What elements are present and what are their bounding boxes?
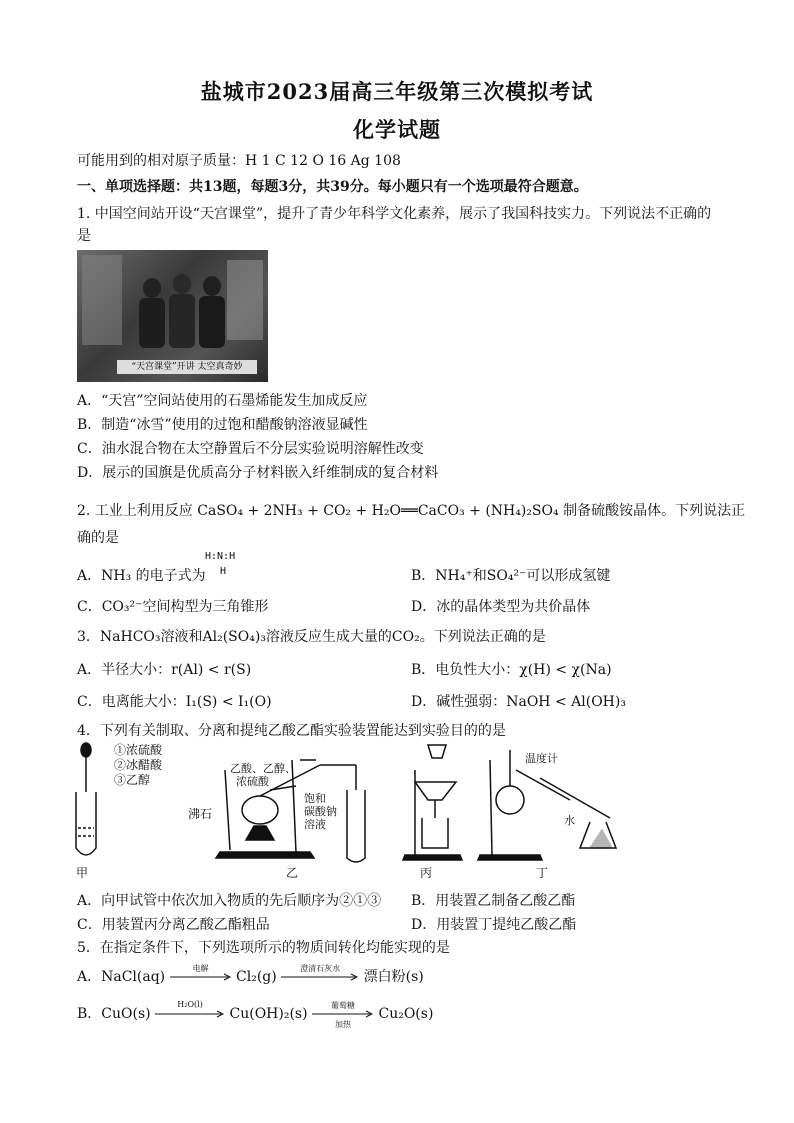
q1-stem-cont: 是 [77,228,91,244]
ding-label-1: 温度计 [525,752,558,765]
atomic-masses: 可能用到的相对原子质量：H 1 C 12 O 16 Ag 108 [77,153,401,169]
q5a-arrow-1-label: 电解 [192,964,209,973]
q5a-product: 漂白粉(s) [363,969,424,985]
q3-stem: 3．NaHCO₃溶液和Al₂(SO₄)₃溶液反应生成大量的CO₂。下列说法正确的是 [77,629,546,645]
q2-option-b: B．NH₄⁺和SO₄²⁻可以形成氢键 [411,568,611,584]
section-heading: 一、单项选择题：共13题，每题3分，共39分。每小题只有一个选项最符合题意。 [77,179,588,195]
jia-item-2: ②冰醋酸 [114,758,163,772]
q5b-arrow-1-label: H₂O(l) [177,1000,203,1009]
q2-stem-cont: 确的是 [77,530,119,546]
q4-stem: 4．下列有关制取、分离和提纯乙酸乙酯实验装置能达到实验目的的是 [77,723,506,739]
q5-stem: 5．在指定条件下，下列选项所示的物质间转化均能实现的是 [77,940,450,956]
q1-option-b: B．制造“冰雪”使用的过饱和醋酸钠溶液显碱性 [77,417,368,433]
q1-option-c: C．油水混合物在太空静置后不分层实验说明溶解性改变 [77,441,424,457]
q2-stem-end: 制备硫酸铵晶体。下列说法正 [563,503,746,519]
jia-item-3: ③乙醇 [114,773,151,787]
caption-jia: 甲 [76,866,89,880]
q4-option-d: D．用装置丁提纯乙酸乙酯 [411,917,577,933]
yi-label-3: 饱和 [304,792,326,805]
yi-label-4: 碳酸钠 [304,805,337,818]
q1-stem: 1. 中国空间站开设“天宫课堂”，提升了青少年科学文化素养，展示了我国科技实力。下列说法不正确的 [77,206,712,222]
arrow-right-icon [170,972,232,982]
q5b-product: Cu₂O(s) [378,1006,434,1022]
q2-stem [77,500,745,520]
q5a-arrow-2 [281,964,359,982]
q1-option-d: D．展示的国旗是优质高分子材料嵌入纤维制成的复合材料 [77,465,439,481]
q3-option-d: D．碱性强弱：NaOH < Al(OH)₃ [411,694,626,710]
q5-option-a [77,966,424,986]
q2-equation: CaSO₄ + 2NH₃ + CO₂ + H₂O══CaCO₃ + (NH₄)₂SO₄ [197,503,559,519]
q2-option-a: A．NH₃ 的电子式为 [77,568,206,584]
arrow-right-icon [281,972,359,982]
q5b-arrow-2-label-bottom: 加热 [335,1020,352,1029]
yi-label-5: 溶液 [304,818,326,831]
q5a-reactant: A．NaCl(aq) [77,969,166,985]
caption-ding: 丁 [536,866,549,880]
q3-option-c: C．电离能大小：I₁(S) < I₁(O) [77,694,272,710]
arrow-right-icon [312,1009,374,1019]
exam-title: 盐城市2023届高三年级第三次模拟考试 [200,79,594,104]
yi-label-6: 沸石 [188,807,213,821]
yi-label-2: 浓硫酸 [236,775,269,788]
apparatus-jia [76,743,96,855]
exam-subtitle: 化学试题 [353,117,441,142]
q2-option-c: C．CO₃²⁻空间构型为三角锥形 [77,599,269,615]
q5a-arrow-1 [170,964,232,982]
yi-label-1: 乙酸、乙醇、 [230,762,296,775]
q5a-intermediate: Cl₂(g) [236,969,277,985]
q2-option-d: D．冰的晶体类型为共价晶体 [411,599,591,615]
jia-item-1: ①浓硫酸 [114,743,163,757]
ding-label-2: 水 [564,814,575,827]
nh3-electron-formula-top: H:N:H [205,551,236,562]
photo-caption: “天宫课堂”开讲 太空真奇妙 [117,360,257,374]
q5b-arrow-2 [312,1001,374,1029]
q5b-arrow-2-label-top: 葡萄糖 [331,1001,356,1010]
apparatus-figure [70,740,630,880]
q5b-arrow-1 [155,1000,225,1019]
q5b-intermediate: Cu(OH)₂(s) [229,1006,308,1022]
arrow-right-icon [155,1009,225,1019]
q3-option-a: A．半径大小：r(Al) < r(S) [77,662,252,678]
q5a-arrow-2-label: 澄清石灰水 [300,964,341,973]
q1-option-a: A．“天宫”空间站使用的石墨烯能发生加成反应 [77,393,368,409]
apparatus-ding [478,750,616,860]
tiangong-classroom-photo [77,250,268,382]
q4-option-c: C．用装置丙分离乙酸乙酯粗品 [77,917,270,933]
q3-option-b: B．电负性大小：χ(H) < χ(Na) [411,662,612,678]
q2-stem-start: 2. 工业上利用反应 [77,503,193,519]
q4-option-a: A．向甲试管中依次加入物质的先后顺序为②①③ [77,893,382,909]
caption-yi: 乙 [286,866,299,880]
q5b-reactant: B．CuO(s) [77,1006,151,1022]
apparatus-bing [403,745,462,860]
q4-option-b: B．用装置乙制备乙酸乙酯 [411,893,576,909]
nh3-electron-formula-bottom: H [220,566,227,577]
caption-bing: 丙 [420,866,433,880]
q5-option-b [77,1000,434,1029]
